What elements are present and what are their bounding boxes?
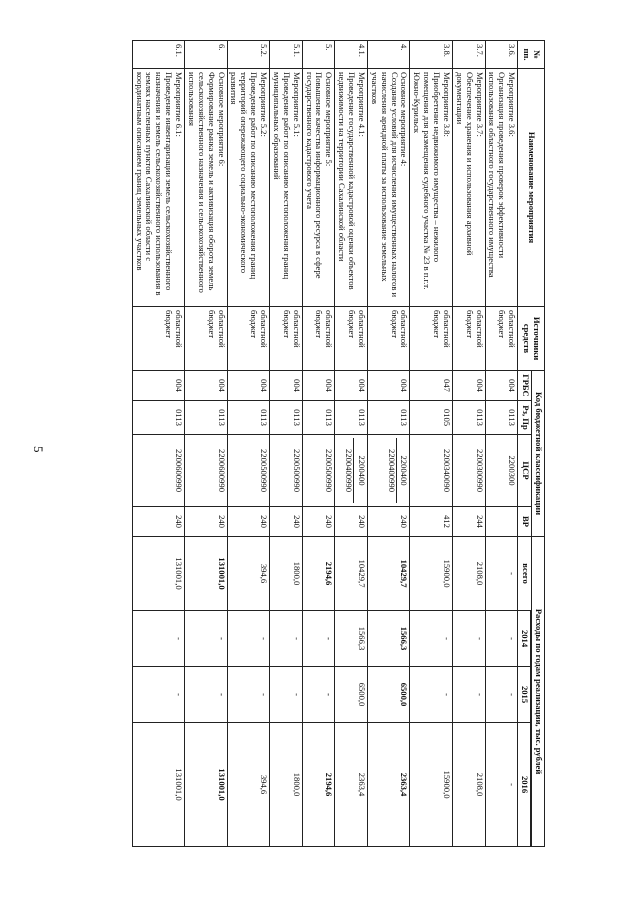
row-description: Проведение государственной кадастровой оценки объектов недвижимости на территории Сахалинской области — [337, 72, 358, 290]
row-rz-pr: 0113 — [453, 401, 486, 435]
row-csr — [368, 435, 411, 507]
row-csr — [227, 435, 270, 507]
row-csr-code: 2200340090 — [442, 449, 452, 492]
row-vr: 244 — [453, 507, 486, 537]
row-title: Основное мероприятие 5: — [324, 72, 335, 167]
row-total: 1800,0 — [270, 537, 303, 611]
row-total: 10429,7 — [335, 537, 368, 611]
row-number: 5.1. — [270, 41, 303, 69]
row-csr-code: 2200400 — [399, 455, 410, 486]
row-name — [485, 69, 518, 307]
row-csr — [410, 435, 453, 507]
row-vr: 240 — [227, 507, 270, 537]
header-2016: 2016 — [518, 723, 531, 847]
row-vr: 240 — [132, 507, 184, 537]
row-2016: 2363,4 — [335, 723, 368, 847]
row-2016: 2108,0 — [453, 723, 486, 847]
row-name — [453, 69, 486, 307]
row-csr — [453, 435, 486, 507]
row-csr-code: 2200500990 — [291, 449, 302, 492]
row-rz-pr: 0105 — [410, 401, 453, 435]
row-rz-pr: 0113 — [270, 401, 303, 435]
row-title: Мероприятие 3.6: — [507, 72, 518, 137]
row-vr: 240 — [185, 507, 228, 537]
row-source: областной бюджет — [410, 307, 453, 371]
row-2015: - — [453, 667, 486, 723]
table-row — [185, 41, 228, 847]
row-csr-code-2: 2200400990 — [343, 438, 354, 503]
row-csr-code: 2200600990 — [174, 449, 185, 492]
row-csr-code: 2200300 — [507, 455, 518, 486]
row-2014: - — [227, 611, 270, 667]
row-vr — [485, 507, 518, 537]
header-2015: 2015 — [518, 667, 531, 723]
page-number: 5 — [31, 446, 46, 453]
row-source: областной бюджет — [302, 307, 335, 371]
row-csr-code: 2200300990 — [474, 449, 485, 492]
row-csr — [302, 435, 335, 507]
row-total: - — [485, 537, 518, 611]
row-description: Приобретение недвижимого имущества – нежилого помещения для размещения судебного участка № 23 в п.г.т. Южно-Курильск — [412, 72, 443, 290]
row-rz-pr: 0113 — [302, 401, 335, 435]
row-number: 4. — [368, 41, 411, 69]
row-vr: 240 — [335, 507, 368, 537]
row-grbs: 004 — [368, 371, 411, 401]
row-vr: 240 — [368, 507, 411, 537]
header-total: всего — [518, 537, 532, 611]
row-title: Мероприятие 6.1: — [174, 72, 185, 137]
header-vr: ВР — [518, 507, 532, 537]
row-vr: 412 — [410, 507, 453, 537]
row-2014: - — [132, 611, 184, 667]
row-rz-pr: 0113 — [227, 401, 270, 435]
row-title: Мероприятие 5.1: — [291, 72, 302, 137]
row-description: Повышение качества информационного ресурса в сфере государственного кадастрового учета — [304, 72, 325, 279]
row-grbs: 047 — [410, 371, 453, 401]
row-2016: 15900,0 — [410, 723, 453, 847]
row-name — [368, 69, 411, 307]
row-2014: - — [185, 611, 228, 667]
row-grbs: 004 — [453, 371, 486, 401]
row-description: Создание условий для исчисления имущественных налогов и начисления арендной платы за использование земельных участков — [369, 72, 400, 298]
row-source: областной бюджет — [453, 307, 486, 371]
row-total: 2108,0 — [453, 537, 486, 611]
row-name — [410, 69, 453, 307]
row-2016: 2363,4 — [368, 723, 411, 847]
row-csr-code: 2200400 — [357, 455, 367, 486]
row-number: 6. — [185, 41, 228, 69]
row-description: Формирование рынка земель и активизация оборота земель сельскохозяйственного назначения и сельскохозяйственного использования — [187, 72, 217, 293]
row-csr — [270, 435, 303, 507]
row-source: областной бюджет — [227, 307, 270, 371]
row-source: областной бюджет — [335, 307, 368, 371]
table-row — [453, 41, 486, 847]
row-2015: - — [410, 667, 453, 723]
row-title: Мероприятие 4.1: — [357, 72, 367, 137]
table-row — [335, 41, 368, 847]
budget-table — [132, 40, 545, 847]
row-grbs: 004 — [227, 371, 270, 401]
table-row — [410, 41, 453, 847]
row-2014: - — [302, 611, 335, 667]
rotated-table-container — [112, 40, 545, 846]
row-name — [185, 69, 228, 307]
row-source: областной бюджет — [368, 307, 411, 371]
row-description: Проведение работ по описанию местоположения границ муниципальных образований — [272, 72, 292, 280]
row-grbs: 004 — [485, 371, 518, 401]
row-total: 394,6 — [227, 537, 270, 611]
row-rz-pr: 0113 — [485, 401, 518, 435]
row-description: Проведение работ по описанию местоположения границ территорий опережающего социально-экономического развития — [229, 72, 260, 280]
header-csr: ЦСР — [518, 435, 532, 507]
row-name — [227, 69, 270, 307]
row-title: Мероприятие 3.8: — [442, 72, 452, 137]
row-grbs: 004 — [132, 371, 184, 401]
row-2015: - — [302, 667, 335, 723]
row-title: Основное мероприятие 4: — [399, 72, 410, 167]
header-expenses: Расходы по годам реализации, тыс. рублей — [532, 537, 545, 847]
row-2016: 1800,0 — [270, 723, 303, 847]
row-rz-pr: 0113 — [335, 401, 368, 435]
row-source: областной бюджет — [270, 307, 303, 371]
row-csr — [485, 435, 518, 507]
row-2016: - — [485, 723, 518, 847]
row-number: 5. — [302, 41, 335, 69]
row-grbs: 004 — [335, 371, 368, 401]
row-2014: - — [453, 611, 486, 667]
row-2015: - — [227, 667, 270, 723]
row-2015: 6500,0 — [368, 667, 411, 723]
row-csr-code: 2200600990 — [216, 449, 227, 492]
row-csr-code-2: 2200400990 — [386, 438, 397, 503]
row-name — [335, 69, 368, 307]
row-name — [270, 69, 303, 307]
row-vr: 240 — [270, 507, 303, 537]
row-2016: 2194,6 — [302, 723, 335, 847]
row-grbs: 004 — [185, 371, 228, 401]
row-total: 131001,0 — [132, 537, 184, 611]
row-2014: - — [270, 611, 303, 667]
row-2016: 131001,0 — [185, 723, 228, 847]
row-2014: - — [410, 611, 453, 667]
row-number: 3.7. — [453, 41, 486, 69]
row-2015: - — [485, 667, 518, 723]
row-csr-code: 2200500990 — [324, 449, 335, 492]
row-total: 2194,6 — [302, 537, 335, 611]
row-number: 6.1. — [132, 41, 184, 69]
table-row — [227, 41, 270, 847]
row-csr — [185, 435, 228, 507]
header-budget-class: Код бюджетной классификации — [532, 371, 545, 537]
row-2015: - — [132, 667, 184, 723]
row-number: 3.8. — [410, 41, 453, 69]
table-row — [368, 41, 411, 847]
row-title: Мероприятие 5.2: — [259, 72, 270, 137]
row-description: Организация проведения проверок эффективности использования областного государственного имущества — [487, 72, 508, 278]
row-rz-pr: 0113 — [368, 401, 411, 435]
row-name — [132, 69, 184, 307]
table-row — [270, 41, 303, 847]
row-grbs: 004 — [302, 371, 335, 401]
row-source: областной бюджет — [132, 307, 184, 371]
row-source: областной бюджет — [485, 307, 518, 371]
row-source: областной бюджет — [185, 307, 228, 371]
header-2014: 2014 — [518, 611, 531, 667]
row-csr — [132, 435, 184, 507]
row-rz-pr: 0113 — [132, 401, 184, 435]
row-name — [302, 69, 335, 307]
row-vr: 240 — [302, 507, 335, 537]
row-csr — [335, 435, 368, 507]
row-total: 10429,7 — [368, 537, 411, 611]
header-grbs: ГРБС — [518, 371, 532, 401]
header-no: № пп. — [518, 41, 545, 69]
table-row — [485, 41, 518, 847]
row-2016: 394,6 — [227, 723, 270, 847]
row-total: 131001,0 — [185, 537, 228, 611]
row-2014: 1566,3 — [368, 611, 411, 667]
row-total: 15900,0 — [410, 537, 453, 611]
row-2014: - — [485, 611, 518, 667]
row-number: 4.1. — [335, 41, 368, 69]
row-number: 5.2. — [227, 41, 270, 69]
row-description: Проведение инвентаризации земель сельскохозяйственного назначения и земель сельскохозяйственного использования в землях населенных пунктов Сахалинской области с координатным описанием границ земельных участков — [134, 72, 175, 296]
row-title: Мероприятие 3.7: — [474, 72, 485, 137]
row-2015: - — [185, 667, 228, 723]
row-grbs: 004 — [270, 371, 303, 401]
row-2015: - — [270, 667, 303, 723]
row-number: 3.6. — [485, 41, 518, 69]
table-row — [132, 41, 184, 847]
row-2015: 6500,0 — [335, 667, 368, 723]
row-title: Основное мероприятие 6: — [216, 72, 227, 167]
header-name: Наименование мероприятия — [518, 69, 545, 307]
row-rz-pr: 0113 — [185, 401, 228, 435]
row-2016: 131001,0 — [132, 723, 184, 847]
table-row — [302, 41, 335, 847]
header-rz-pr: Рз, Пр — [518, 401, 532, 435]
row-csr-code: 2200500990 — [259, 449, 270, 492]
row-description: Обеспечение хранения и использования архивной документации — [454, 72, 475, 256]
header-sources: Источники средств — [518, 307, 545, 371]
row-2014: 1566,3 — [335, 611, 368, 667]
